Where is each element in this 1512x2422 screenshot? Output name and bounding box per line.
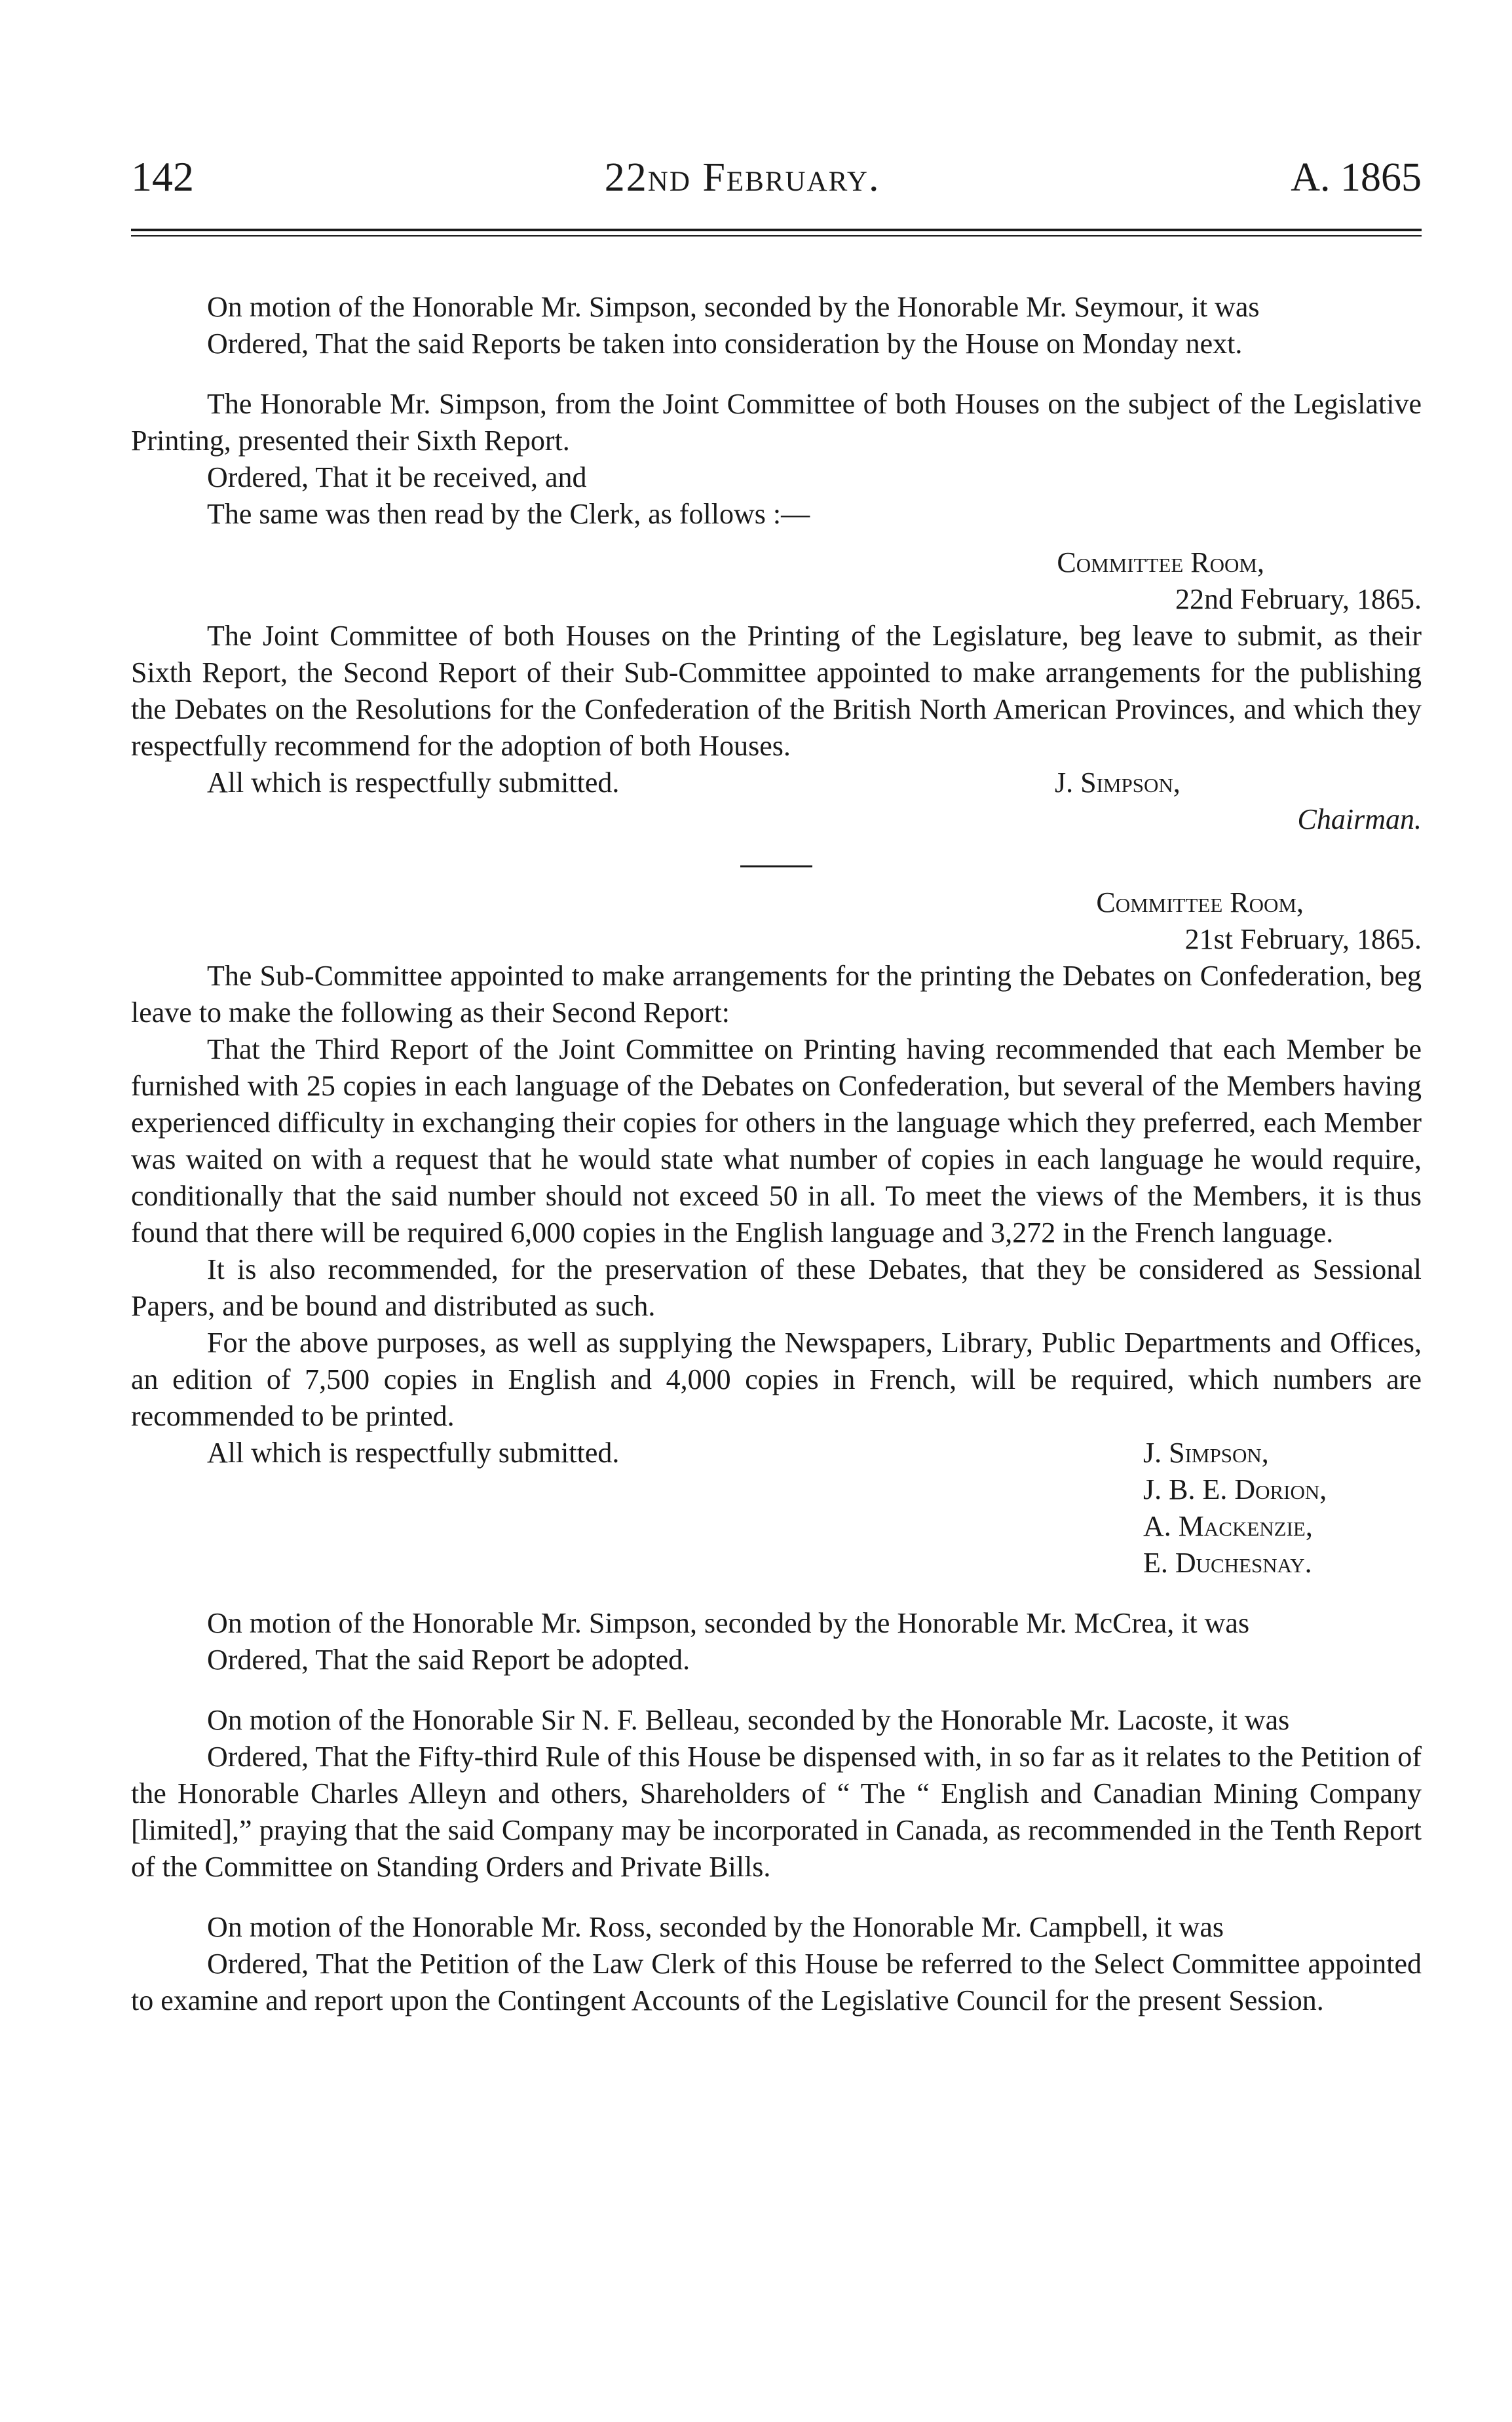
journal-page <box>131 151 1422 2019</box>
header-year: A. 1865 <box>1291 155 1422 200</box>
signer-title: Chairman. <box>1297 803 1422 835</box>
report-body: It is also recommended, for the preservation of these Debates, that they be considered as Sessional Papers, and be bound and distributed as such. <box>131 1253 1422 1322</box>
report-body: That the Third Report of the Joint Committee on Printing having recommended that each Member be furnished with 25 copies in each language of the Debates on Confederation, but several of the Members having experienced difficulty in exchanging their copies for others in the language which they preferred, each Member was waited on with a request that he would state what number of copies in each language he would require, conditionally that the said number should not exceed 50 in all. To meet the views of the Members, it is thus found that there will be required 6,000 copies in the English language and 3,272 in the French language. <box>131 1033 1422 1249</box>
report-body: The Joint Committee of both Houses on the Printing of the Legislature, beg leave to submit, as their Sixth Report, the Second Report of their Sub-Committee appointed to make arrangements for the publishing the Debates on the Resolutions for the Confederation of the British North American Provinces, and which they respectfully recommend for the adoption of both Houses. <box>131 620 1422 762</box>
signer-name: E. Duchesnay. <box>1143 1547 1312 1579</box>
committee-room-label: Committee Room, <box>1096 886 1304 918</box>
order-paragraph: Ordered, That the said Reports be taken into consideration by the House on Monday next. <box>207 328 1243 360</box>
order-paragraph: Ordered, That the said Report be adopted. <box>207 1644 690 1676</box>
header-rule-thick <box>131 229 1422 231</box>
report-header <box>131 544 1422 618</box>
closing-line: All which is respectfully submitted. <box>207 766 620 799</box>
report-header <box>131 884 1422 958</box>
signers-list <box>1143 1435 1422 1581</box>
report-intro: The Sub-Committee appointed to make arrangements for the printing the Debates on Confederation, beg leave to make the following as their Second Report: <box>131 960 1422 1029</box>
signer-name: J. B. E. Dorion, <box>1143 1473 1327 1505</box>
motion-paragraph: On motion of the Honorable Mr. Ross, seconded by the Honorable Mr. Campbell, it was <box>207 1911 1224 1943</box>
header-date: 22nd February. <box>604 155 880 200</box>
order-paragraph: Ordered, That the Petition of the Law Clerk of this House be referred to the Select Committee appointed to examine and report upon the Contingent Accounts of the Legislative Council for the present Session. <box>131 1948 1422 2016</box>
read-by-clerk-line: The same was then read by the Clerk, as follows :— <box>207 498 810 530</box>
motion-paragraph: On motion of the Honorable Mr. Simpson, seconded by the Honorable Mr. Seymour, it was <box>207 291 1260 323</box>
report-date: 22nd February, 1865. <box>1175 583 1422 615</box>
signature-row <box>131 765 1422 801</box>
page-header <box>131 151 1422 204</box>
signer-name: A. Mackenzie, <box>1143 1510 1313 1542</box>
committee-room-label: Committee Room, <box>1057 546 1264 578</box>
motion-paragraph: On motion of the Honorable Sir N. F. Belleau, seconded by the Honorable Mr. Lacoste, it was <box>207 1704 1290 1736</box>
header-rule-thin <box>131 235 1422 237</box>
motion-paragraph: On motion of the Honorable Mr. Simpson, seconded by the Honorable Mr. McCrea, it was <box>207 1607 1250 1639</box>
report-body: For the above purposes, as well as supplying the Newspapers, Library, Public Departments and Offices, an edition of 7,500 copies in English and 4,000 copies in French, will be required, which numbers are recommended to be printed. <box>131 1327 1422 1432</box>
report-presented-paragraph: The Honorable Mr. Simpson, from the Joint Committee of both Houses on the subject of the Legislative Printing, presented their Sixth Report. <box>131 388 1422 457</box>
order-paragraph: Ordered, That it be received, and <box>207 461 587 493</box>
section-divider <box>740 865 812 867</box>
signer-name: J. Simpson, <box>1055 766 1181 799</box>
order-paragraph: Ordered, That the Fifty-third Rule of this House be dispensed with, in so far as it relates to the Petition of the Honorable Charles Alleyn and others, Shareholders of “ The “ English and Canadian Mining Company [limited],” praying that the said Company may be incorporated in Canada, as recommended in the Tenth Report of the Committee on Standing Orders and Private Bills. <box>131 1741 1422 1883</box>
page-number: 142 <box>131 153 194 200</box>
closing-line: All which is respectfully submitted. <box>207 1437 620 1469</box>
report-date: 21st February, 1865. <box>1184 923 1422 955</box>
signer-name: J. Simpson, <box>1143 1437 1269 1469</box>
signature-block <box>1055 765 1422 801</box>
